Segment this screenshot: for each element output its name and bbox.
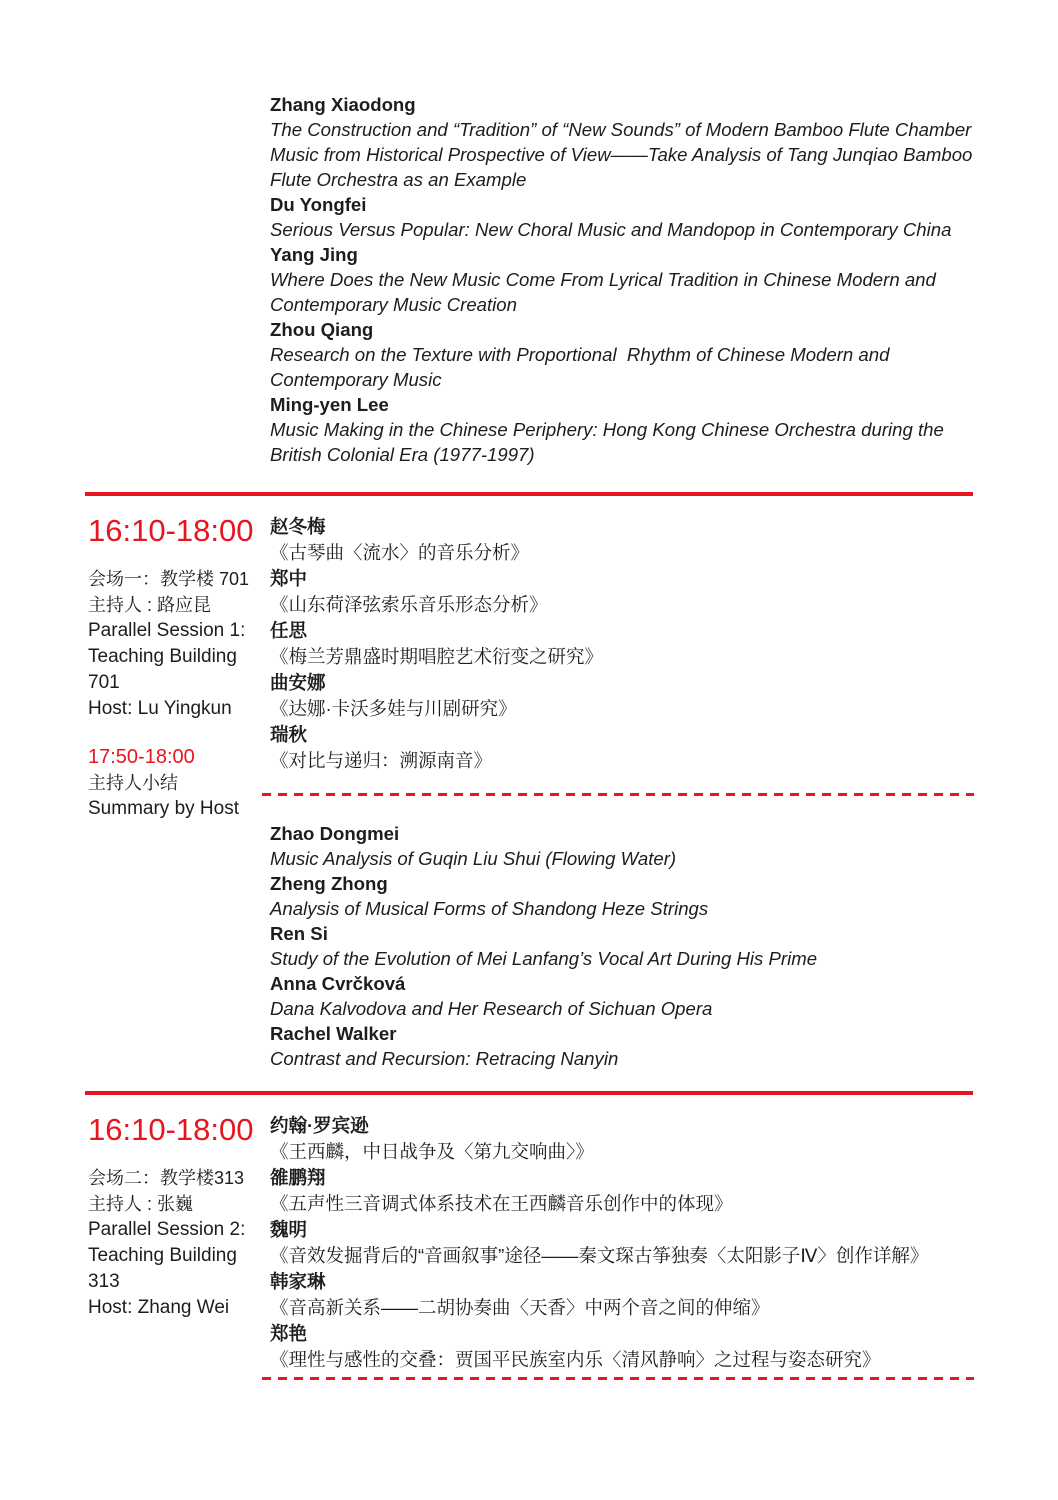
language-divider-dashed-line xyxy=(262,793,974,796)
presenter-name: Ming-yen Lee xyxy=(270,394,389,415)
presenter-name: Du Yongfei xyxy=(270,194,367,215)
paper-title: 《音效发掘背后的“音画叙事”途径——秦文琛古筝独奏〈太阳影子Ⅳ〉创作详解》 xyxy=(270,1245,929,1266)
presenter-name: 约翰·罗宾逊 xyxy=(270,1115,369,1136)
presenter-name: Zhao Dongmei xyxy=(270,823,400,844)
session-venue-cn: 会场一：教学楼 701 xyxy=(88,569,250,589)
paper-entry xyxy=(270,1021,992,1071)
paper-entry xyxy=(270,192,992,242)
summary-label-en: Summary by Host xyxy=(88,798,239,819)
presenter-name: 瑞秋 xyxy=(270,724,308,745)
paper-entry xyxy=(270,317,992,392)
paper-title: 《达娜·卡沃多娃与川剧研究》 xyxy=(270,698,517,719)
session-label-en: Parallel Session 2: Teaching Building 313 xyxy=(88,1219,246,1292)
paper-entry xyxy=(270,514,992,566)
paper-title: 《王西麟，中日战争及〈第九交响曲〉》 xyxy=(270,1141,594,1162)
session-time: 16:10-18:00 xyxy=(88,513,254,548)
paper-entry xyxy=(270,92,992,192)
session-host-en: Host: Lu Yingkun xyxy=(88,698,232,719)
session1-info-column xyxy=(88,514,270,822)
paper-entry xyxy=(270,1113,992,1165)
paper-title: Study of the Evolution of Mei Lanfang’s Vocal Art During His Prime xyxy=(270,948,818,969)
presenter-name: 郑艳 xyxy=(270,1323,308,1344)
presenter-name: Ren Si xyxy=(270,923,328,944)
paper-entry xyxy=(270,1269,992,1321)
presenter-name: Rachel Walker xyxy=(270,1023,397,1044)
presenter-name: 赵冬梅 xyxy=(270,516,326,537)
paper-entry xyxy=(270,242,992,317)
session-host-cn: 主持人 : 路应昆 xyxy=(88,595,212,615)
summary-time: 17:50-18:00 xyxy=(88,746,195,768)
session2-papers-cn-list xyxy=(270,1113,992,1373)
paper-entry xyxy=(270,871,992,921)
paper-title: 《音高新关系——二胡协奏曲〈天香〉中两个音之间的伸缩》 xyxy=(270,1297,770,1318)
paper-entry xyxy=(270,670,992,722)
session-venue-cn: 会场二：教学楼313 xyxy=(88,1168,245,1188)
paper-title: 《理性与感性的交叠：贾国平民族室内乐〈清风静响〉之过程与姿态研究》 xyxy=(270,1349,881,1370)
presenter-name: 韩家琳 xyxy=(270,1271,326,1292)
paper-entry xyxy=(270,1321,992,1373)
session-time: 16:10-18:00 xyxy=(88,1112,254,1147)
paper-entry xyxy=(270,392,992,467)
session1-papers-en-list xyxy=(270,821,992,1071)
paper-entry xyxy=(270,821,992,871)
presenter-name: 郑中 xyxy=(270,568,308,589)
presenter-name: Zhang Xiaodong xyxy=(270,94,416,115)
paper-title: Contrast and Recursion: Retracing Nanyin xyxy=(270,1048,619,1069)
paper-entry xyxy=(270,921,992,971)
paper-entry xyxy=(270,971,992,1021)
paper-title: 《古琴曲〈流水〉的音乐分析》 xyxy=(270,542,530,563)
presenter-name: 魏明 xyxy=(270,1219,308,1240)
paper-title: Dana Kalvodova and Her Research of Sichuan Opera xyxy=(270,998,713,1019)
paper-title: Analysis of Musical Forms of Shandong Heze Strings xyxy=(270,898,709,919)
carryover-papers-en-list xyxy=(270,92,992,467)
paper-entry xyxy=(270,566,992,618)
presenter-name: 雒鹏翔 xyxy=(270,1167,326,1188)
presenter-name: Yang Jing xyxy=(270,244,358,265)
presenter-name: 曲安娜 xyxy=(270,672,326,693)
paper-title: Serious Versus Popular: New Choral Music and Mandopop in Contemporary China xyxy=(270,219,952,240)
paper-entry xyxy=(270,1217,992,1269)
presenter-name: 任思 xyxy=(270,620,308,641)
paper-title: 《五声性三音调式体系技术在王西麟音乐创作中的体现》 xyxy=(270,1193,733,1214)
summary-label-cn: 主持人小结 xyxy=(88,773,178,793)
paper-title: 《对比与递归：溯源南音》 xyxy=(270,750,493,771)
paper-title: Music Analysis of Guqin Liu Shui (Flowing Water) xyxy=(270,848,677,869)
presenter-name: Zheng Zhong xyxy=(270,873,388,894)
session2-info-column xyxy=(88,1113,270,1321)
presenter-name: Anna Cvrčková xyxy=(270,973,406,994)
paper-title: Research on the Texture with Proportional Rhythm of Chinese Modern and Contemporary Music xyxy=(270,344,895,390)
paper-title: The Construction and “Tradition” of “New Sounds” of Modern Bamboo Flute Chamber Music from Historical Prospective of View——Take Analysis of Tang Junqiao Bamboo Flute Orchestra as an Example xyxy=(270,119,978,190)
language-divider-dashed-line xyxy=(262,1377,974,1380)
paper-entry xyxy=(270,1165,992,1217)
session-label-en: Parallel Session 1: Teaching Building 701 xyxy=(88,620,246,693)
paper-entry xyxy=(270,722,992,774)
section-divider-line xyxy=(85,492,973,496)
paper-title: 《山东荷泽弦索乐音乐形态分析》 xyxy=(270,594,548,615)
presenter-name: Zhou Qiang xyxy=(270,319,374,340)
paper-title: 《梅兰芳鼎盛时期唱腔艺术衍变之研究》 xyxy=(270,646,604,667)
session1-papers-cn-list xyxy=(270,514,992,774)
paper-entry xyxy=(270,618,992,670)
paper-title: Where Does the New Music Come From Lyrical Tradition in Chinese Modern and Contemporary Music Creation xyxy=(270,269,942,315)
paper-title: Music Making in the Chinese Periphery: Hong Kong Chinese Orchestra during the British Colonial Era (1977-1997) xyxy=(270,419,950,465)
session-host-en: Host: Zhang Wei xyxy=(88,1297,230,1318)
section-divider-line xyxy=(85,1091,973,1095)
session-host-cn: 主持人 : 张巍 xyxy=(88,1194,194,1214)
